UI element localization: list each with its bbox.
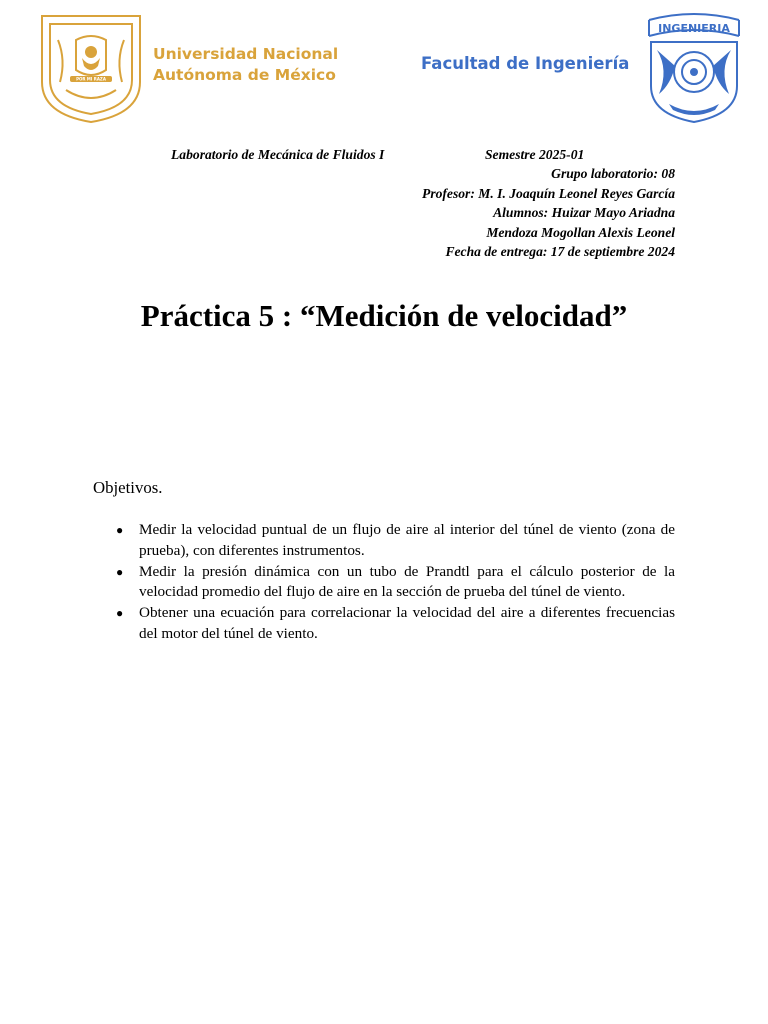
lab-report-metadata [150, 145, 675, 261]
unam-name [153, 44, 338, 86]
objective-text: Medir la presión dinámica con un tubo de Prandtl para el cálculo posterior de la velocidad promedio del flujo de aire en la sección de prueba del túnel de viento. [139, 562, 675, 601]
bullet-icon: ● [116, 606, 124, 621]
unam-name-line2: Autónoma de México [153, 66, 336, 84]
list-item [93, 603, 675, 644]
student-1: Alumnos: Huizar Mayo Ariadna [493, 205, 675, 221]
professor: Profesor: M. I. Joaquín Leonel Reyes García [422, 185, 675, 201]
document-header [0, 0, 768, 135]
practice-title: Práctica 5 : “Medición de velocidad” [140, 298, 628, 333]
course-name: Laboratorio de Mecánica de Fluidos I [171, 147, 385, 162]
course-semester-row [150, 145, 675, 164]
bullet-icon: ● [116, 564, 124, 579]
objective-text: Medir la velocidad puntual de un flujo de aire al interior del túnel de viento (zona de prueba), con diferentes instrumentos. [139, 521, 675, 559]
unam-seal-icon [36, 10, 146, 126]
student-2: Mendoza Mogollan Alexis Leonel [486, 224, 675, 240]
svg-text:POR MI RAZA: POR MI RAZA [76, 76, 106, 82]
unam-name-line1: Universidad Nacional [153, 45, 339, 63]
objective-text: Obtener una ecuación para correlacionar la velocidad del aire a diferentes frecuencias del motor del túnel de viento. [139, 604, 675, 642]
svg-text:INGENIERIA: INGENIERIA [658, 22, 730, 35]
objectives-list [93, 520, 675, 645]
due-date: Fecha de entrega: 17 de septiembre 2024 [445, 244, 675, 260]
faculty-name: Facultad de Ingeniería [421, 54, 630, 73]
faculty-seal-icon [641, 10, 747, 126]
lab-group: Grupo laboratorio: 08 [551, 166, 675, 182]
bullet-icon: ● [116, 523, 124, 537]
list-item [93, 562, 675, 603]
objectives-heading: Objetivos. [93, 478, 163, 497]
list-item [93, 520, 675, 561]
semester: Semestre 2025-01 [485, 147, 585, 162]
